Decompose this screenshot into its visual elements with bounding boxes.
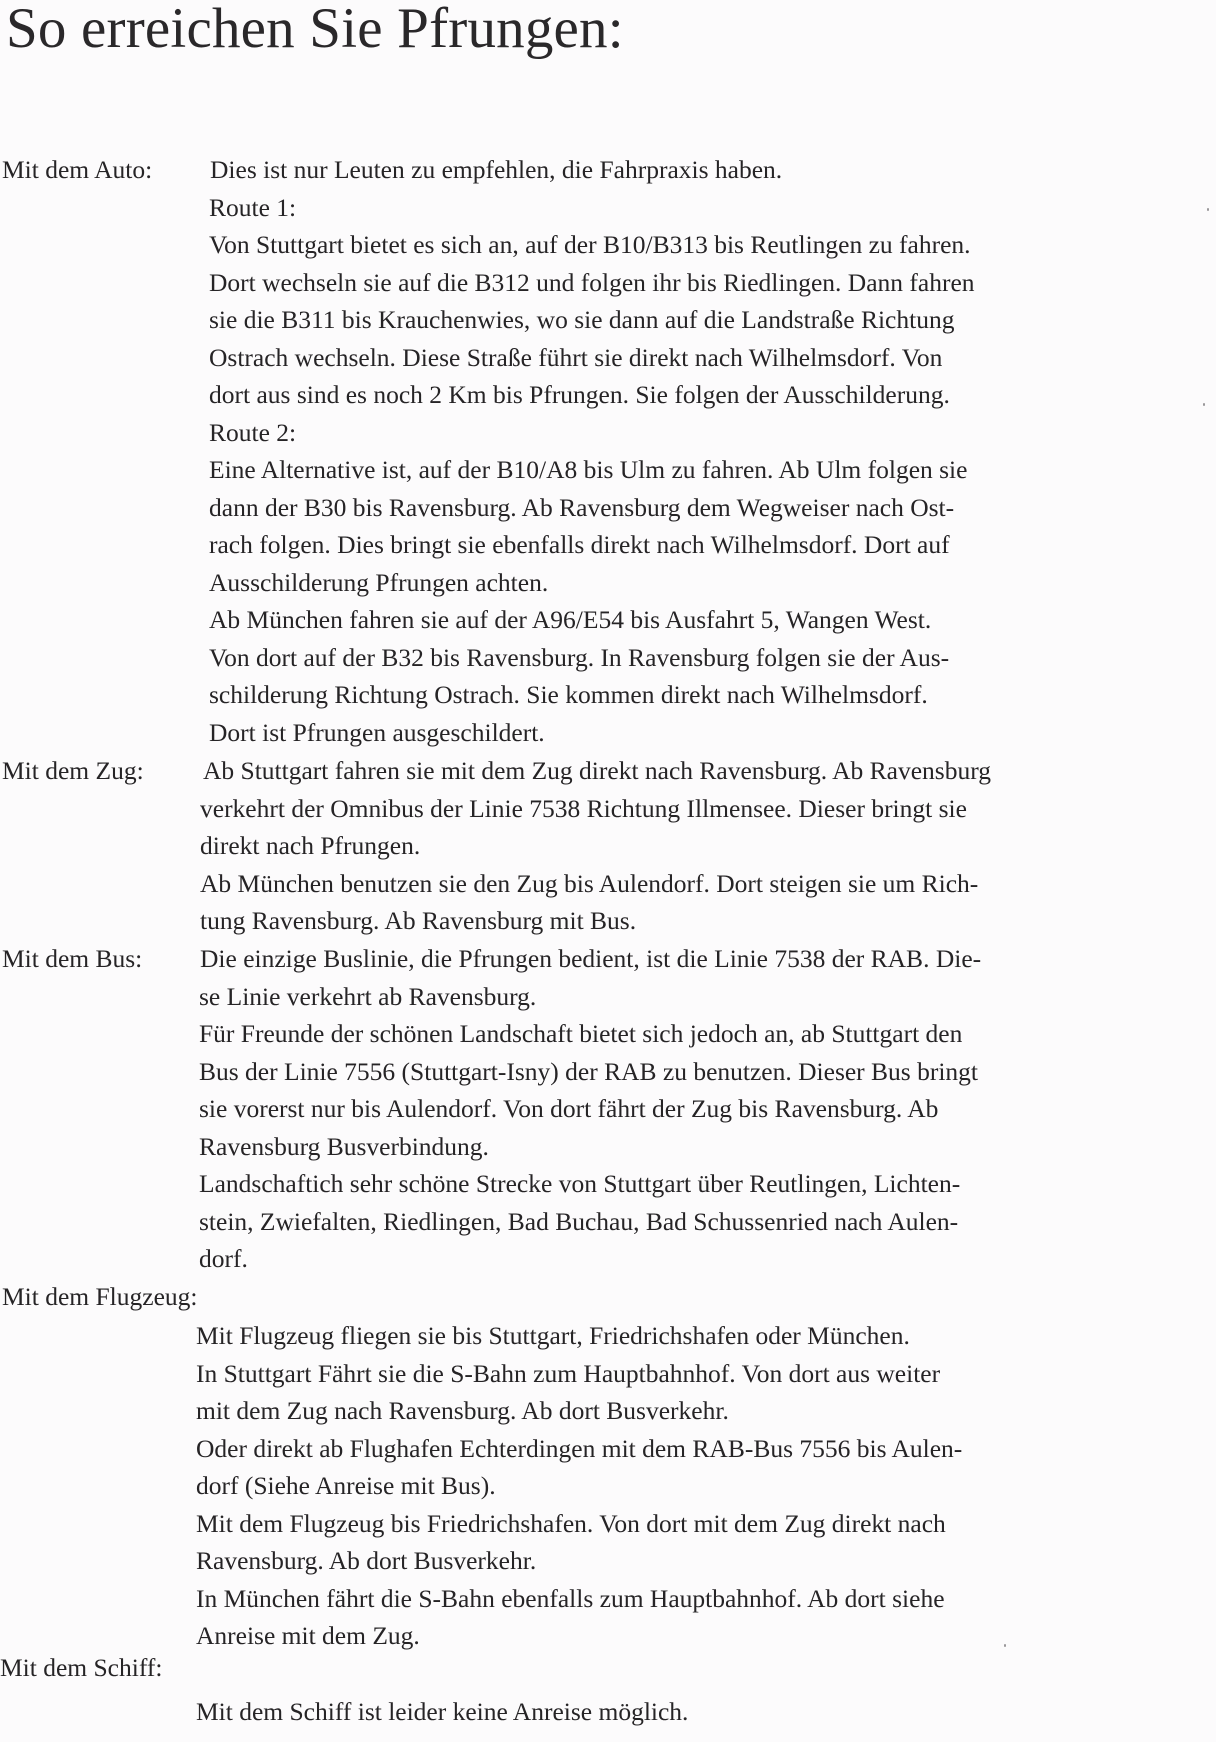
text-line: dort aus sind es noch 2 Km bis Pfrungen. Sie folgen der Ausschilderung. bbox=[209, 380, 950, 409]
section-body-auto bbox=[209, 189, 975, 752]
text-line: sie die B311 bis Krauchenwies, wo sie dann auf die Landstraße Richtung bbox=[209, 305, 955, 334]
text-line: Mit dem Schiff ist leider keine Anreise möglich. bbox=[196, 1697, 689, 1726]
text-line: stein, Zwiefalten, Riedlingen, Bad Buchau, Bad Schussenried nach Aulen- bbox=[199, 1206, 959, 1236]
section-label-bus: Mit dem Bus: bbox=[2, 944, 143, 973]
text-line: schilderung Richtung Ostrach. Sie kommen direkt nach Wilhelmsdorf. bbox=[209, 680, 928, 709]
section-intro-auto: Dies ist nur Leuten zu empfehlen, die Fahrpraxis haben. bbox=[210, 155, 783, 184]
text-line: rach folgen. Dies bringt sie ebenfalls direkt nach Wilhelmsdorf. Dort auf bbox=[209, 530, 950, 559]
text-line: verkehrt der Omnibus der Linie 7538 Richtung Illmensee. Dieser bringt sie bbox=[200, 793, 967, 823]
text-line: Anreise mit dem Zug. bbox=[196, 1621, 420, 1650]
text-line: Ravensburg Busverbindung. bbox=[199, 1131, 489, 1161]
text-line: Von dort auf der B32 bis Ravensburg. In Ravensburg folgen sie der Aus- bbox=[209, 642, 950, 672]
section-body-zug bbox=[200, 790, 978, 940]
scan-speck bbox=[1004, 1644, 1006, 1647]
section-intro-bus: Die einzige Buslinie, die Pfrungen bedient, ist die Linie 7538 der RAB. Die- bbox=[200, 944, 982, 973]
scan-speck bbox=[1203, 403, 1205, 406]
text-line: In München fährt die S-Bahn ebenfalls zum Hauptbahnhof. Ab dort siehe bbox=[196, 1583, 945, 1613]
section-label-zug: Mit dem Zug: bbox=[2, 756, 144, 785]
text-line: direkt nach Pfrungen. bbox=[200, 831, 421, 860]
text-line: Von Stuttgart bietet es sich an, auf der B10/B313 bis Reutlingen zu fahren. bbox=[209, 230, 971, 259]
text-line: se Linie verkehrt ab Ravensburg. bbox=[199, 981, 537, 1011]
page-title: So erreichen Sie Pfrungen: bbox=[6, 0, 624, 60]
text-line: Route 2: bbox=[209, 417, 297, 447]
text-line: Mit Flugzeug fliegen sie bis Stuttgart, Friedrichshafen oder München. bbox=[196, 1321, 910, 1350]
text-line: dorf. bbox=[199, 1244, 248, 1273]
section-intro-zug: Ab Stuttgart fahren sie mit dem Zug direkt nach Ravensburg. Ab Ravensburg bbox=[203, 756, 991, 785]
text-line: Ravensburg. Ab dort Busverkehr. bbox=[196, 1546, 537, 1575]
section-body-schiff bbox=[196, 1693, 688, 1731]
text-line: Ostrach wechseln. Diese Straße führt sie direkt nach Wilhelmsdorf. Von bbox=[209, 342, 943, 372]
text-line: Ab München benutzen sie den Zug bis Aulendorf. Dort steigen sie um Rich- bbox=[200, 868, 979, 898]
text-line: Ausschilderung Pfrungen achten. bbox=[209, 567, 549, 597]
section-label-auto: Mit dem Auto: bbox=[2, 155, 153, 184]
section-label-schiff: Mit dem Schiff: bbox=[0, 1653, 163, 1682]
text-line: Oder direkt ab Flughafen Echterdingen mit dem RAB-Bus 7556 bis Aulen- bbox=[196, 1433, 963, 1463]
text-line: Ab München fahren sie auf der A96/E54 bis Ausfahrt 5, Wangen West. bbox=[209, 605, 932, 634]
section-body-flugzeug bbox=[196, 1317, 962, 1655]
text-line: dorf (Siehe Anreise mit Bus). bbox=[196, 1471, 496, 1500]
scan-speck bbox=[1207, 208, 1209, 211]
text-line: Bus der Linie 7556 (Stuttgart-Isny) der RAB zu benutzen. Dieser Bus bringt bbox=[199, 1056, 979, 1086]
text-line: tung Ravensburg. Ab Ravensburg mit Bus. bbox=[200, 906, 637, 935]
text-line: Route 1: bbox=[209, 192, 297, 222]
text-line: mit dem Zug nach Ravensburg. Ab dort Busverkehr. bbox=[196, 1396, 729, 1425]
text-line: In Stuttgart Fährt sie die S-Bahn zum Hauptbahnhof. Von dort aus weiter bbox=[196, 1358, 941, 1388]
text-line: Für Freunde der schönen Landschaft bietet sich jedoch an, ab Stuttgart den bbox=[199, 1019, 963, 1048]
text-line: Dort ist Pfrungen ausgeschildert. bbox=[209, 717, 545, 747]
text-line: Eine Alternative ist, auf der B10/A8 bis Ulm zu fahren. Ab Ulm folgen sie bbox=[209, 455, 968, 484]
text-line: Dort wechseln sie auf die B312 und folgen ihr bis Riedlingen. Dann fahren bbox=[209, 267, 975, 297]
text-line: Landschaftich sehr schöne Strecke von Stuttgart über Reutlingen, Lichten- bbox=[199, 1169, 961, 1198]
text-line: dann der B30 bis Ravensburg. Ab Ravensburg dem Wegweiser nach Ost- bbox=[209, 492, 955, 522]
text-line: Mit dem Flugzeug bis Friedrichshafen. Von dort mit dem Zug direkt nach bbox=[196, 1508, 946, 1538]
text-line: sie vorerst nur bis Aulendorf. Von dort fährt der Zug bis Ravensburg. Ab bbox=[199, 1094, 939, 1123]
section-body-bus bbox=[199, 978, 978, 1278]
section-label-flugzeug: Mit dem Flugzeug: bbox=[2, 1282, 198, 1311]
